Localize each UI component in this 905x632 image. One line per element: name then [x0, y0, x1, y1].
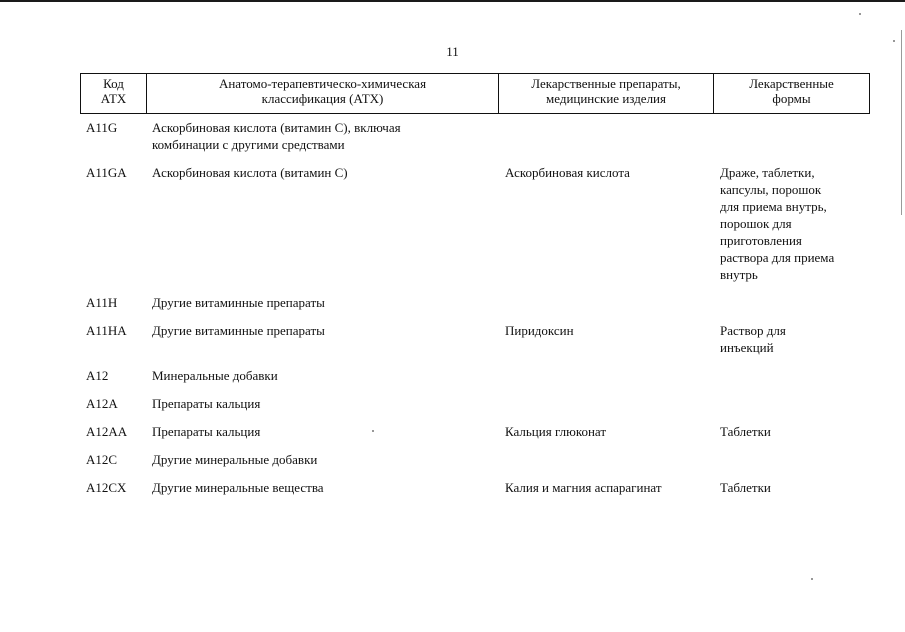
atc-classification: Препараты кальция — [152, 424, 261, 439]
atc-code: A12CX — [86, 480, 127, 495]
page-number: 11 — [446, 44, 459, 59]
atc-classification: Минеральные добавки — [152, 368, 278, 383]
atc-code: A11G — [86, 120, 118, 135]
drug-name — [498, 119, 713, 164]
table-row — [80, 294, 869, 322]
dosage-forms — [713, 395, 869, 423]
table-row — [80, 423, 869, 451]
atc-classification: Другие минеральные вещества — [152, 480, 324, 495]
dosage-forms — [713, 119, 869, 164]
dosage-forms: Таблетки — [720, 424, 771, 439]
dosage-forms — [713, 367, 869, 395]
atc-classification: Препараты кальция — [152, 396, 261, 411]
table-row — [80, 395, 869, 423]
atc-code: A12A — [86, 396, 118, 411]
atc-code: A12C — [86, 452, 118, 467]
drug-name — [498, 451, 713, 479]
drug-name — [498, 395, 713, 423]
dosage-forms: Раствор для инъекций — [720, 323, 786, 355]
drug-name — [498, 367, 713, 395]
atc-code: A12 — [86, 368, 109, 383]
atc-code: A11HA — [86, 323, 127, 338]
dosage-forms — [713, 294, 869, 322]
table-header — [80, 73, 870, 114]
header-drugs: Лекарственные препараты, медицинские изделия — [499, 74, 714, 114]
drug-name: Калия и магния аспарагинат — [505, 480, 662, 495]
atc-code: A11GA — [86, 165, 127, 180]
atc-classification: Другие минеральные добавки — [152, 452, 318, 467]
atc-classification: Аскорбиновая кислота (витамин С) — [152, 165, 348, 180]
atc-classification: Другие витаминные препараты — [152, 295, 325, 310]
scan-speck — [859, 13, 861, 15]
header-forms: Лекарственные формы — [714, 74, 870, 114]
header-code: Код АТХ — [81, 74, 147, 114]
top-border-line — [0, 0, 905, 2]
atc-code: A12AA — [86, 424, 128, 439]
dosage-forms: Таблетки — [720, 480, 771, 495]
dosage-forms: Драже, таблетки, капсулы, порошок для приема внутрь, порошок для приготовления раствора для приема внутрь — [720, 165, 835, 282]
drug-name: Аскорбиновая кислота — [505, 165, 630, 180]
dosage-forms — [713, 451, 869, 479]
atc-classification: Другие витаминные препараты — [152, 323, 325, 338]
table-row — [80, 479, 869, 507]
atc-code: A11H — [86, 295, 118, 310]
atc-classification: Аскорбиновая кислота (витамин С), включая комбинации с другими средствами — [152, 120, 401, 152]
header-classification: Анатомо-терапевтическо-химическая классификация (АТХ) — [147, 74, 499, 114]
table-row — [80, 164, 869, 294]
table-row — [80, 367, 869, 395]
table-row — [80, 119, 869, 164]
table-row — [80, 451, 869, 479]
scan-speck — [811, 578, 813, 580]
scan-speck — [893, 40, 895, 42]
drug-name: Пиридоксин — [505, 323, 574, 338]
drug-name — [498, 294, 713, 322]
table-body — [80, 119, 869, 507]
table-row — [80, 322, 869, 367]
drug-name: Кальция глюконат — [505, 424, 607, 439]
